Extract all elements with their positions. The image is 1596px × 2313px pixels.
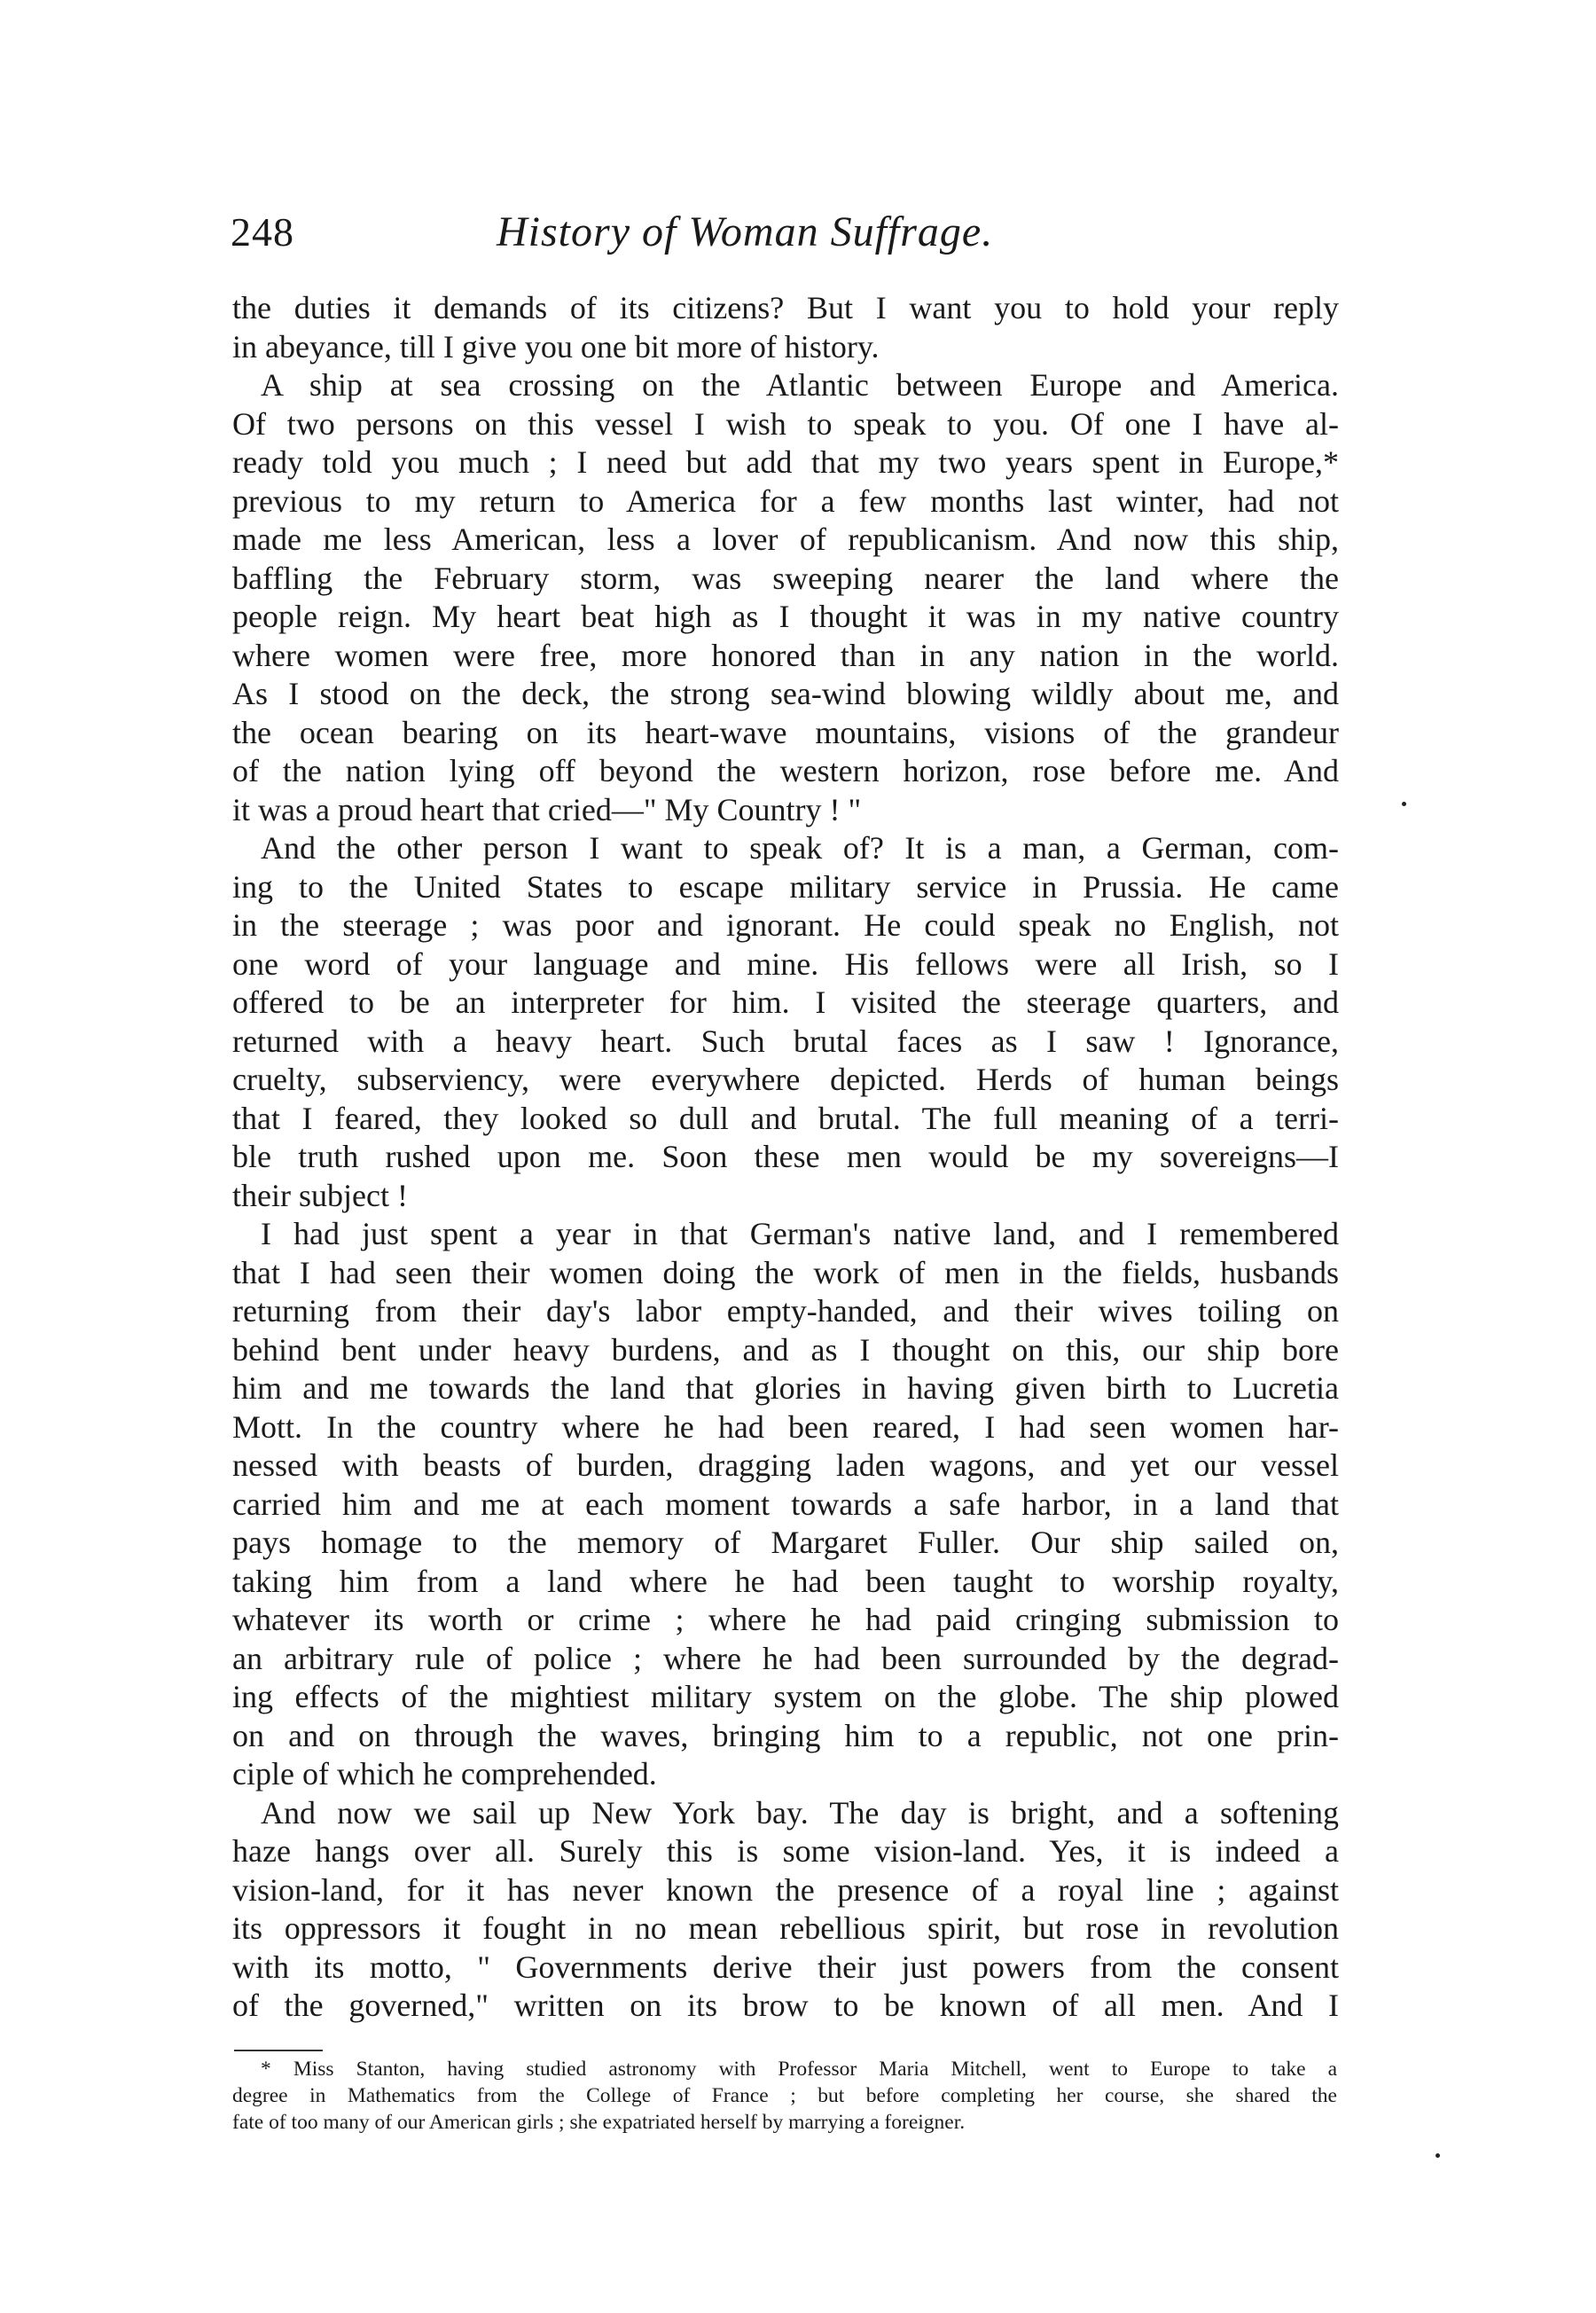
text-line: the ocean bearing on its heart-wave mountains, visions of the grandeur <box>232 714 1339 750</box>
text-line: with its motto, " Governments derive their just powers from the consent <box>232 1948 1339 1985</box>
footnote-line: fate of too many of our American girls ; she expatriated herself by marrying a foreigner. <box>232 2111 966 2134</box>
text-line: taking him from a land where he had been taught to worship royalty, <box>232 1563 1339 1599</box>
text-line: made me less American, less a lover of republicanism. And now this ship, <box>232 521 1339 557</box>
text-line: ciple of which he comprehended. <box>232 1756 657 1792</box>
body-text <box>232 289 1339 2026</box>
text-line: offered to be an interpreter for him. I visited the steerage quarters, and <box>232 984 1339 1020</box>
page-header <box>231 206 1117 268</box>
text-line: that I had seen their women doing the work of men in the fields, husbands <box>232 1254 1339 1290</box>
text-line: in abeyance, till I give you one bit more of history. <box>232 328 880 365</box>
text-line: nessed with beasts of burden, dragging laden wagons, and yet our vessel <box>232 1447 1339 1483</box>
text-line: pays homage to the memory of Margaret Fuller. Our ship sailed on, <box>232 1525 1339 1560</box>
footnote-divider <box>234 2050 323 2051</box>
text-line: ready told you much ; I need but add that my two years spent in Europe,* <box>232 444 1339 480</box>
text-line: returning from their day's labor empty-handed, and their wives toiling on <box>232 1293 1339 1329</box>
text-line: carried him and me at each moment towards a safe harbor, in a land that <box>232 1486 1339 1522</box>
text-line: ble truth rushed upon me. Soon these men would be my sovereigns—I <box>232 1139 1339 1174</box>
ink-speck <box>1402 802 1406 806</box>
text-line: of the governed," written on its brow to be known of all men. And I <box>232 1988 1339 2023</box>
footnote-line: degree in Mathematics from the College of France ; but before completing her course, she shared the <box>232 2084 1337 2107</box>
text-line: their subject ! <box>232 1177 408 1213</box>
text-line: people reign. My heart beat high as I thought it was in my native country <box>232 599 1339 634</box>
text-line: haze hangs over all. Surely this is some vision-land. Yes, it is indeed a <box>232 1833 1339 1869</box>
text-line: And now we sail up New York bay. The day is bright, and a softening <box>261 1794 1339 1831</box>
text-line: him and me towards the land that glories in having given birth to Lucretia <box>232 1370 1339 1406</box>
text-line: whatever its worth or crime ; where he had paid cringing submission to <box>232 1602 1339 1637</box>
text-line: in the steerage ; was poor and ignorant. He could speak no English, not <box>232 907 1339 943</box>
text-line: baffling the February storm, was sweeping nearer the land where the <box>232 560 1339 596</box>
text-line: cruelty, subserviency, were everywhere depicted. Herds of human beings <box>232 1062 1339 1097</box>
text-line: the duties it demands of its citizens? But I want you to hold your reply <box>232 290 1339 325</box>
footnote <box>232 2056 1337 2136</box>
text-line: behind bent under heavy burdens, and as I thought on this, our ship bore <box>232 1331 1339 1368</box>
text-line: of the nation lying off beyond the western horizon, rose before me. And <box>232 753 1339 788</box>
page-number: 248 <box>231 209 294 255</box>
text-line: its oppressors it fought in no mean rebellious spirit, but rose in revolution <box>232 1910 1339 1946</box>
ink-speck <box>1436 2153 1440 2158</box>
text-line: an arbitrary rule of police ; where he had been surrounded by the degrad- <box>232 1640 1339 1676</box>
text-line: ing to the United States to escape military service in Prussia. He came <box>232 868 1339 905</box>
text-line: ing effects of the mightiest military system on the globe. The ship plowed <box>232 1679 1339 1714</box>
text-line: previous to my return to America for a few months last winter, had not <box>232 482 1339 519</box>
text-line: And the other person I want to speak of? It is a man, a German, com- <box>261 830 1339 866</box>
text-line: that I feared, they looked so dull and brutal. The full meaning of a terri- <box>232 1100 1339 1136</box>
text-line: A ship at sea crossing on the Atlantic between Europe and America. <box>261 367 1339 403</box>
text-line: on and on through the waves, bringing him to a republic, not one prin- <box>232 1717 1339 1753</box>
text-line: it was a proud heart that cried—" My Country ! " <box>232 791 862 827</box>
text-line: I had just spent a year in that German's native land, and I remembered <box>261 1216 1339 1251</box>
running-title: History of Woman Suffrage. <box>497 208 994 255</box>
text-line: Mott. In the country where he had been reared, I had seen women har- <box>232 1408 1339 1445</box>
text-line: where women were free, more honored than in any nation in the world. <box>232 637 1339 673</box>
footnote-line: * Miss Stanton, having studied astronomy with Professor Maria Mitchell, went to Europe to take a <box>261 2058 1337 2081</box>
text-line: vision-land, for it has never known the presence of a royal line ; against <box>232 1871 1339 1908</box>
text-line: As I stood on the deck, the strong sea-wind blowing wildly about me, and <box>232 676 1339 711</box>
text-line: one word of your language and mine. His fellows were all Irish, so I <box>232 945 1339 982</box>
text-line: Of two persons on this vessel I wish to speak to you. Of one I have al- <box>232 405 1339 442</box>
text-line: returned with a heavy heart. Such brutal faces as I saw ! Ignorance, <box>232 1023 1339 1059</box>
